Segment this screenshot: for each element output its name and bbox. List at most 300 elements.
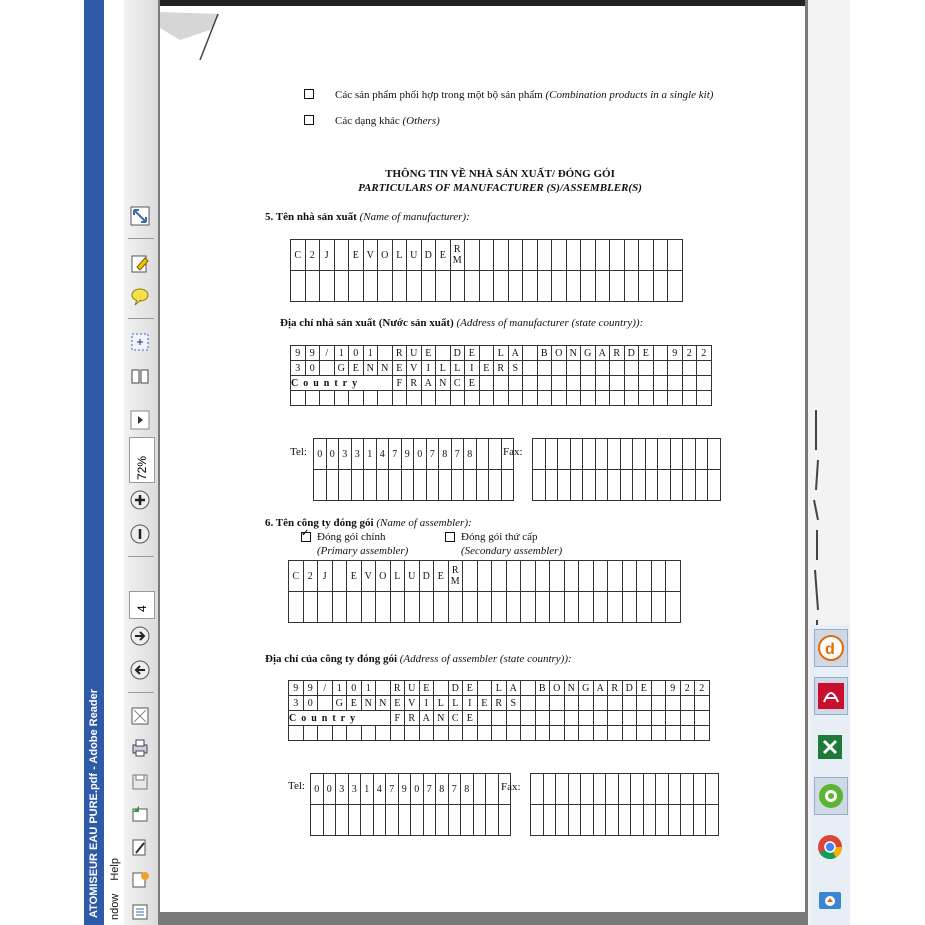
grid-cell: [610, 391, 625, 406]
grid-cell: [566, 391, 581, 406]
grid-cell: [593, 592, 608, 623]
grid-cell: [624, 361, 639, 376]
grid-cell: [622, 561, 637, 592]
grid-cell: E: [436, 240, 451, 271]
next-page-icon[interactable]: [128, 624, 152, 648]
addr-label-en: (Address of manufacturer (state country)):: [456, 317, 644, 329]
assembler-address-grid[interactable]: [288, 680, 710, 741]
grid-cell: A: [593, 681, 608, 696]
grid-cell: 0: [311, 774, 324, 805]
grid-cell: 9: [666, 681, 681, 696]
grid-cell: [608, 470, 621, 501]
grid-cell: [566, 271, 581, 302]
grid-cell: E: [421, 346, 436, 361]
grid-cell: 7: [423, 774, 436, 805]
chrome-icon[interactable]: [814, 829, 846, 865]
grid-cell: [426, 470, 439, 501]
grid-cell: [658, 470, 671, 501]
form-icon[interactable]: [128, 900, 152, 924]
grid-cell: [464, 470, 477, 501]
grid-cell: [376, 681, 391, 696]
sign-icon[interactable]: [128, 836, 152, 860]
grid-cell: 2: [680, 681, 695, 696]
grid-cell: [668, 361, 683, 376]
grid-cell: [421, 271, 436, 302]
grid-cell: E: [637, 681, 652, 696]
grid-cell: [414, 470, 427, 501]
grid-cell: [693, 774, 706, 805]
combination-checkbox[interactable]: [304, 89, 314, 99]
grid-cell: E: [463, 711, 478, 726]
grid-cell: [581, 391, 596, 406]
grid-cell: R M: [450, 240, 465, 271]
page-number-field[interactable]: 4: [129, 591, 155, 619]
grid-cell: [334, 271, 349, 302]
grid-cell: [680, 726, 695, 741]
grid-cell: [479, 376, 494, 391]
grid-cell: [637, 726, 652, 741]
grid-cell: [535, 561, 550, 592]
grid-cell: [581, 376, 596, 391]
grid-cell: [436, 271, 451, 302]
grid-cell: 3: [289, 696, 304, 711]
grid-cell: [448, 592, 463, 623]
grid-cell: [305, 391, 320, 406]
grid-cell: [523, 361, 538, 376]
grid-cell: [289, 592, 304, 623]
grid-cell: [695, 470, 708, 501]
grid-cell: 9: [668, 346, 683, 361]
grid-cell: 2: [682, 346, 697, 361]
assembler-tel-grid[interactable]: [310, 773, 511, 836]
grid-cell: [668, 271, 683, 302]
grid-cell: [318, 726, 333, 741]
grid-cell: [492, 592, 507, 623]
grid-cell: [558, 470, 571, 501]
grid-cell: [506, 592, 521, 623]
grid-cell: [581, 774, 594, 805]
grid-cell: Country: [289, 711, 391, 726]
green-app-icon[interactable]: [814, 777, 848, 815]
grid-cell: E: [479, 361, 494, 376]
grid-cell: [639, 271, 654, 302]
grid-cell: 9: [291, 346, 306, 361]
grid-cell: [531, 805, 544, 836]
adobe-reader-icon[interactable]: [814, 677, 848, 715]
attach-icon[interactable]: [128, 868, 152, 892]
grid-cell: [463, 592, 478, 623]
grid-cell: [376, 726, 391, 741]
grid-cell: [552, 376, 567, 391]
grid-cell: [476, 470, 489, 501]
grid-cell: [581, 361, 596, 376]
grid-cell: R: [405, 711, 420, 726]
grid-cell: [653, 391, 668, 406]
grid-cell: [523, 346, 538, 361]
grid-cell: [419, 726, 434, 741]
menu-bar: [104, 0, 125, 925]
grid-cell: [564, 726, 579, 741]
fit-width-icon[interactable]: [128, 704, 152, 728]
grid-cell: [405, 592, 420, 623]
grid-cell: E: [392, 361, 407, 376]
grid-cell: /: [318, 681, 333, 696]
grid-cell: [581, 240, 596, 271]
grid-cell: [583, 470, 596, 501]
grid-cell: [653, 376, 668, 391]
grid-cell: [450, 391, 465, 406]
manufacturer-tel-grid[interactable]: [313, 438, 514, 501]
grid-cell: [651, 711, 666, 726]
grid-cell: L: [392, 240, 407, 271]
grid-cell: 0: [303, 696, 318, 711]
grid-cell: [320, 361, 335, 376]
grid-cell: [320, 271, 335, 302]
grid-cell: [566, 376, 581, 391]
grid-cell: [668, 376, 683, 391]
grid-cell: V: [361, 561, 376, 592]
grid-cell: [620, 439, 633, 470]
snapshot-icon[interactable]: [128, 364, 152, 388]
grid-cell: C: [289, 561, 304, 592]
grid-cell: [645, 470, 658, 501]
grid-cell: [476, 439, 489, 470]
grid-cell: [521, 696, 536, 711]
grid-cell: C: [448, 711, 463, 726]
grid-cell: A: [508, 346, 523, 361]
grid-cell: [564, 696, 579, 711]
grid-cell: [610, 376, 625, 391]
grid-cell: S: [508, 361, 523, 376]
grid-cell: [643, 774, 656, 805]
grid-cell: V: [363, 240, 378, 271]
grid-cell: [451, 470, 464, 501]
email-icon[interactable]: [128, 802, 152, 826]
grid-cell: [653, 361, 668, 376]
grid-cell: [568, 774, 581, 805]
grid-cell: [639, 391, 654, 406]
grid-cell: [670, 439, 683, 470]
grid-cell: D: [624, 346, 639, 361]
grid-cell: N: [361, 696, 376, 711]
opt1-en: (Combination products in a single kit): [545, 89, 714, 101]
grid-cell: Country: [291, 376, 393, 391]
save-icon[interactable]: [128, 770, 152, 794]
grid-cell: 3: [339, 439, 352, 470]
grid-cell: A: [506, 681, 521, 696]
assembler-fax-grid[interactable]: [530, 773, 719, 836]
grid-cell: [695, 696, 710, 711]
grid-cell: E: [347, 561, 362, 592]
grid-cell: [653, 240, 668, 271]
grid-cell: E: [477, 696, 492, 711]
grid-cell: [535, 726, 550, 741]
grid-cell: E: [639, 346, 654, 361]
secondary-assembler-checkbox[interactable]: [445, 532, 455, 542]
grid-cell: J: [320, 240, 335, 271]
grid-cell: [653, 271, 668, 302]
grid-cell: [477, 561, 492, 592]
grid-cell: V: [407, 361, 422, 376]
grid-cell: [624, 391, 639, 406]
primary-assembler-checkbox[interactable]: [301, 532, 311, 542]
grid-cell: [670, 470, 683, 501]
grid-cell: [543, 774, 556, 805]
excel-icon[interactable]: [814, 729, 846, 765]
asm-addr-label-en: (Address of assembler (state country)):: [399, 653, 572, 665]
grid-cell: [508, 271, 523, 302]
grid-cell: [550, 726, 565, 741]
grid-cell: A: [419, 711, 434, 726]
grid-cell: [651, 681, 666, 696]
grid-cell: [593, 711, 608, 726]
grid-cell: 2: [695, 681, 710, 696]
grid-cell: [668, 774, 681, 805]
grid-cell: E: [349, 361, 364, 376]
grid-cell: [363, 391, 378, 406]
grid-cell: [479, 240, 494, 271]
print-icon[interactable]: [128, 736, 152, 760]
grid-cell: [506, 711, 521, 726]
assembler-name-grid[interactable]: [288, 560, 681, 623]
grid-cell: 7: [448, 774, 461, 805]
grid-cell: [303, 726, 318, 741]
grid-cell: [556, 805, 569, 836]
manufacturer-fax-grid[interactable]: [532, 438, 721, 501]
grid-cell: [523, 376, 538, 391]
grid-cell: E: [465, 376, 480, 391]
grid-cell: A: [421, 376, 436, 391]
grid-cell: [682, 361, 697, 376]
grid-cell: [651, 726, 666, 741]
grid-cell: [537, 240, 552, 271]
grid-cell: [434, 726, 449, 741]
grid-cell: [564, 711, 579, 726]
grid-cell: [436, 391, 451, 406]
grid-cell: [608, 592, 623, 623]
grid-cell: G: [332, 696, 347, 711]
grid-cell: [666, 592, 681, 623]
taskbar: [810, 625, 850, 925]
grid-cell: [537, 361, 552, 376]
grid-cell: [608, 696, 623, 711]
grid-cell: [521, 592, 536, 623]
grid-cell: 1: [361, 681, 376, 696]
grid-cell: I: [421, 361, 436, 376]
grid-cell: [361, 592, 376, 623]
grid-cell: [311, 805, 324, 836]
addr-label: Địa chỉ nhà sản xuất (Nước sản xuất): [280, 317, 454, 329]
grid-cell: [347, 592, 362, 623]
grid-cell: [595, 470, 608, 501]
scan-noise: [160, 0, 805, 60]
grid-cell: R: [610, 346, 625, 361]
grid-cell: [656, 774, 669, 805]
grid-cell: 4: [373, 774, 386, 805]
grid-cell: [506, 726, 521, 741]
menu-help[interactable]: Help: [109, 858, 121, 881]
fax-label: Fax:: [503, 446, 523, 458]
grid-cell: [606, 805, 619, 836]
grid-cell: [622, 696, 637, 711]
grid-cell: [461, 805, 474, 836]
grid-cell: [305, 271, 320, 302]
grid-cell: [486, 805, 499, 836]
grid-cell: [695, 711, 710, 726]
grid-cell: 8: [439, 439, 452, 470]
grid-cell: E: [390, 696, 405, 711]
grid-cell: 9: [305, 346, 320, 361]
manufacturer-address-grid[interactable]: [290, 345, 712, 406]
grid-cell: F: [392, 376, 407, 391]
grid-cell: [595, 391, 610, 406]
grid-cell: [639, 376, 654, 391]
grid-cell: [318, 592, 333, 623]
grid-cell: [407, 391, 422, 406]
grid-cell: [291, 391, 306, 406]
grid-cell: S: [506, 696, 521, 711]
grid-cell: [378, 391, 393, 406]
grid-cell: [479, 346, 494, 361]
grid-cell: E: [463, 681, 478, 696]
pdf-page: [160, 0, 805, 912]
grid-cell: [595, 361, 610, 376]
grid-cell: 7: [389, 439, 402, 470]
grid-cell: E: [434, 561, 449, 592]
grid-cell: [494, 376, 509, 391]
grid-cell: [606, 774, 619, 805]
grid-cell: [521, 561, 536, 592]
grid-cell: N: [436, 376, 451, 391]
grid-cell: [552, 271, 567, 302]
grid-cell: 1: [334, 346, 349, 361]
grid-cell: [535, 711, 550, 726]
grid-cell: [593, 726, 608, 741]
grid-cell: [550, 561, 565, 592]
grid-cell: C: [450, 376, 465, 391]
grid-cell: [320, 391, 335, 406]
grid-cell: [608, 711, 623, 726]
grid-cell: [682, 391, 697, 406]
grid-cell: [378, 271, 393, 302]
grid-cell: E: [465, 346, 480, 361]
grid-cell: [465, 391, 480, 406]
grid-cell: [695, 439, 708, 470]
grid-cell: N: [376, 696, 391, 711]
grid-cell: [508, 391, 523, 406]
grid-cell: [610, 271, 625, 302]
grid-cell: [593, 561, 608, 592]
grid-cell: [523, 391, 538, 406]
grid-cell: [697, 376, 712, 391]
primary-en: (Primary assembler): [317, 545, 409, 557]
grid-cell: O: [378, 240, 393, 271]
grid-cell: [706, 805, 719, 836]
grid-cell: [633, 470, 646, 501]
prev-page-icon[interactable]: [128, 658, 152, 682]
grid-cell: [373, 805, 386, 836]
grid-cell: 3: [336, 774, 349, 805]
toolbar: [124, 0, 159, 925]
highlight-icon[interactable]: [128, 252, 152, 276]
zoom-in-icon[interactable]: [128, 488, 152, 512]
grid-cell: [291, 271, 306, 302]
grid-cell: [419, 592, 434, 623]
grid-cell: [564, 592, 579, 623]
grid-cell: [318, 696, 333, 711]
secondary-vi: Đóng gói thứ cấp: [461, 531, 538, 543]
grid-cell: [363, 271, 378, 302]
grid-cell: [334, 240, 349, 271]
grid-cell: [570, 439, 583, 470]
grid-cell: [501, 470, 514, 501]
grid-cell: [610, 240, 625, 271]
menu-window[interactable]: ndow: [109, 893, 121, 920]
folder-app-icon[interactable]: [814, 881, 846, 917]
grid-cell: [439, 470, 452, 501]
grid-cell: [545, 439, 558, 470]
grid-cell: A: [595, 346, 610, 361]
grid-cell: [556, 774, 569, 805]
grid-cell: [579, 711, 594, 726]
fit-page-icon[interactable]: [128, 204, 152, 228]
grid-cell: [683, 439, 696, 470]
grid-cell: N: [434, 711, 449, 726]
grid-cell: 9: [401, 439, 414, 470]
grid-cell: [314, 470, 327, 501]
grid-cell: [622, 726, 637, 741]
grid-cell: [637, 696, 652, 711]
grid-cell: [361, 726, 376, 741]
grid-cell: [494, 240, 509, 271]
d-app-icon[interactable]: [814, 629, 848, 667]
grid-cell: 1: [363, 346, 378, 361]
grid-cell: 1: [361, 774, 374, 805]
grid-cell: 7: [451, 439, 464, 470]
zoom-field[interactable]: 72%: [129, 437, 155, 483]
window-title-bar: [84, 0, 104, 925]
grid-cell: [523, 240, 538, 271]
manufacturer-name-grid[interactable]: [290, 239, 683, 302]
grid-cell: I: [463, 696, 478, 711]
grid-cell: [389, 470, 402, 501]
grid-cell: [579, 696, 594, 711]
grid-cell: [332, 592, 347, 623]
grid-cell: [637, 711, 652, 726]
grid-cell: L: [390, 561, 405, 592]
grid-cell: [479, 391, 494, 406]
grid-cell: L: [492, 681, 507, 696]
grid-cell: [620, 470, 633, 501]
grid-cell: [450, 271, 465, 302]
select-icon[interactable]: [128, 330, 152, 354]
grid-cell: [289, 726, 304, 741]
grid-cell: [390, 592, 405, 623]
others-checkbox[interactable]: [304, 115, 314, 125]
grid-cell: [537, 271, 552, 302]
grid-cell: [668, 240, 683, 271]
grid-cell: [568, 805, 581, 836]
grid-cell: [564, 561, 579, 592]
zoom-out-icon[interactable]: [128, 522, 152, 546]
grid-cell: [323, 805, 336, 836]
grid-cell: 2: [305, 240, 320, 271]
grid-cell: [653, 346, 668, 361]
grid-cell: 2: [303, 561, 318, 592]
grid-cell: O: [552, 346, 567, 361]
comment-icon[interactable]: [128, 284, 152, 308]
zoom-menu-arrow-icon[interactable]: [128, 408, 152, 432]
